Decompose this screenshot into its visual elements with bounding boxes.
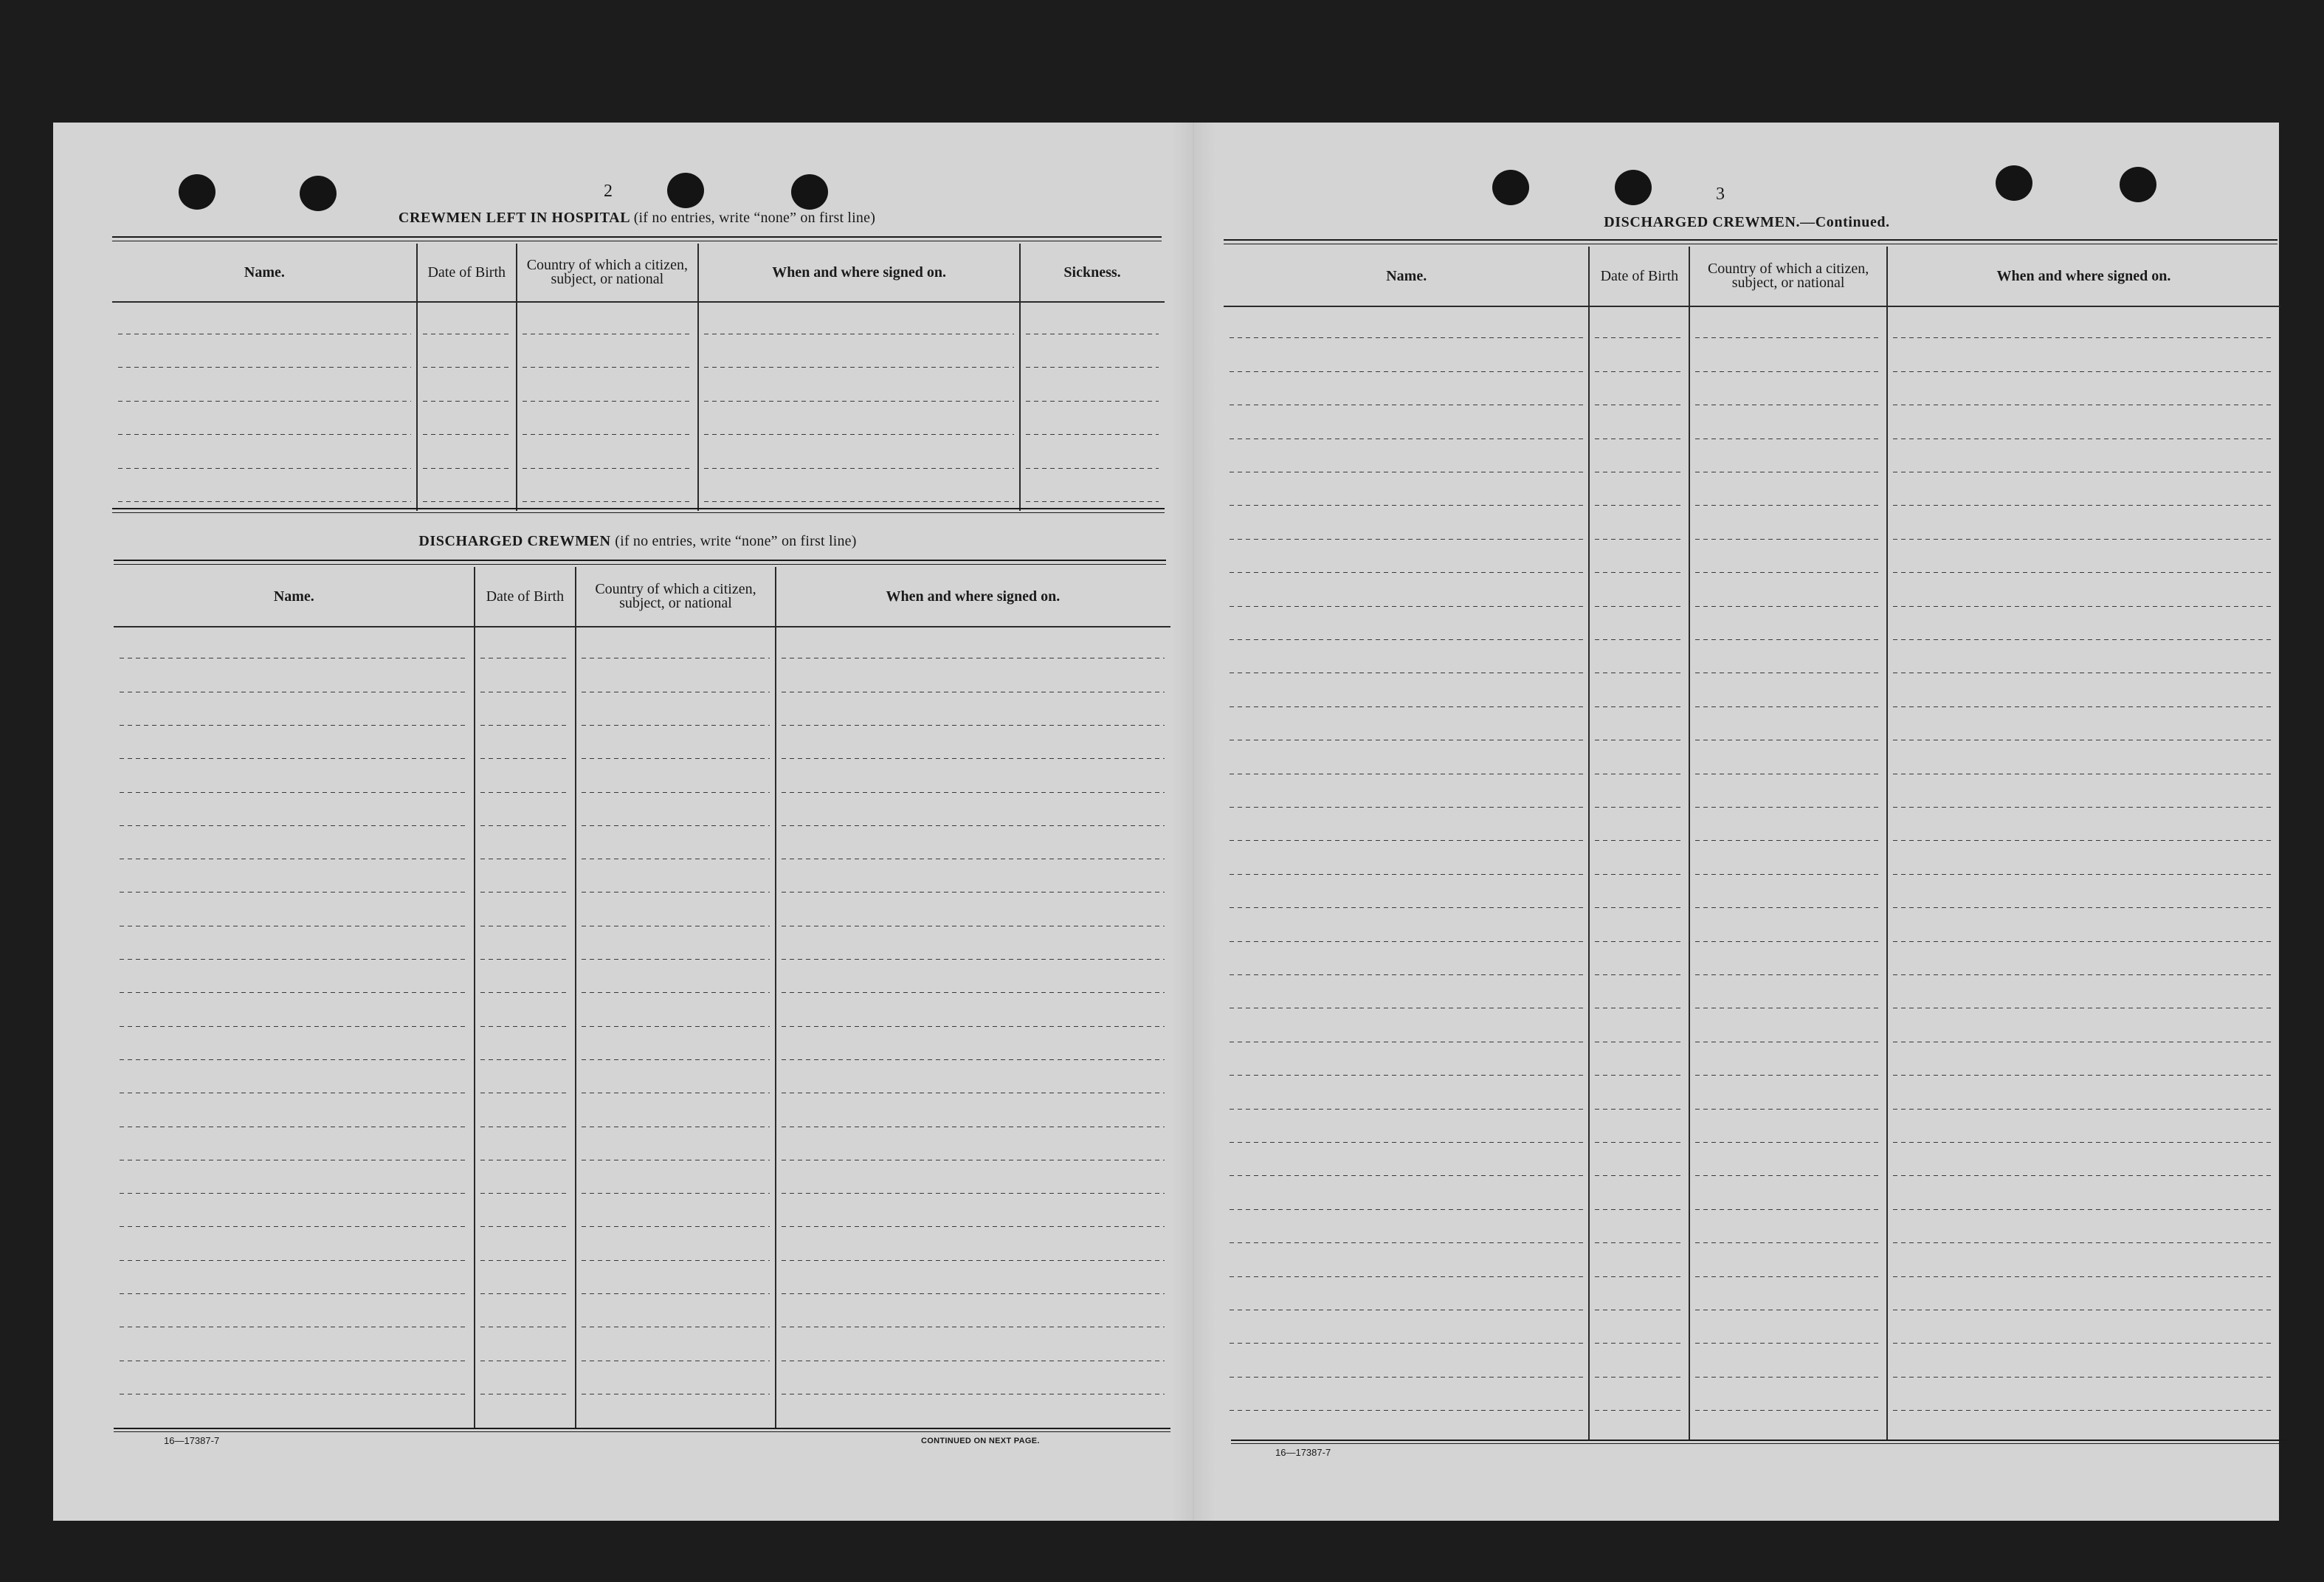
- column: [576, 567, 776, 1429]
- entry-line[interactable]: [120, 1226, 469, 1227]
- entry-line[interactable]: [1893, 1343, 2275, 1344]
- entry-line[interactable]: [1230, 941, 1583, 942]
- entry-line[interactable]: [1595, 539, 1683, 540]
- entry-line[interactable]: [1230, 874, 1583, 875]
- entry-line[interactable]: [1230, 1377, 1583, 1378]
- entry-line[interactable]: [1893, 1075, 2275, 1076]
- ruled-rows[interactable]: [523, 303, 692, 511]
- form-number-right: 16—17387-7: [1275, 1447, 1331, 1458]
- entry-line[interactable]: [480, 1059, 570, 1060]
- column-header: Country of which a citizen, subject, or national: [1689, 247, 1887, 307]
- entry-line[interactable]: [523, 501, 692, 502]
- entry-line[interactable]: [1893, 639, 2275, 640]
- entry-line[interactable]: [1695, 1109, 1881, 1110]
- entry-line[interactable]: [523, 367, 692, 368]
- entry-line[interactable]: [423, 501, 511, 502]
- entry-line[interactable]: [1230, 1209, 1583, 1210]
- entry-line[interactable]: [1893, 974, 2275, 975]
- entry-line[interactable]: [782, 1226, 1165, 1227]
- entry-line[interactable]: [1695, 1175, 1881, 1176]
- entry-line[interactable]: [1230, 1276, 1583, 1277]
- entry-line[interactable]: [480, 758, 570, 759]
- entry-line[interactable]: [1230, 706, 1583, 707]
- entry-line[interactable]: [480, 1293, 570, 1294]
- entry-line[interactable]: [1230, 1075, 1583, 1076]
- ruled-rows[interactable]: [1695, 307, 1881, 1441]
- entry-line[interactable]: [1893, 907, 2275, 908]
- entry-line[interactable]: [582, 992, 770, 993]
- entry-line[interactable]: [782, 959, 1165, 960]
- punch-hole: [179, 174, 215, 210]
- entry-line[interactable]: [782, 725, 1165, 726]
- entry-line[interactable]: [1893, 874, 2275, 875]
- entry-line[interactable]: [782, 992, 1165, 993]
- column-divider: [1689, 247, 1690, 1441]
- entry-line[interactable]: [1230, 539, 1583, 540]
- entry-line[interactable]: [1695, 337, 1881, 338]
- entry-line[interactable]: [1695, 1410, 1881, 1411]
- entry-line[interactable]: [1230, 1242, 1583, 1243]
- form-sheet: [53, 123, 2279, 1521]
- page-number-left: 2: [604, 182, 613, 201]
- entry-line[interactable]: [1595, 337, 1683, 338]
- punch-hole: [1996, 165, 2032, 201]
- entry-line[interactable]: [1595, 706, 1683, 707]
- entry-line[interactable]: [1595, 606, 1683, 607]
- entry-line[interactable]: [782, 892, 1165, 893]
- continued-note: CONTINUED ON NEXT PAGE.: [921, 1437, 1040, 1445]
- entry-line[interactable]: [1695, 505, 1881, 506]
- column: [112, 244, 417, 511]
- column: [1887, 247, 2280, 1441]
- entry-line[interactable]: [523, 468, 692, 469]
- entry-line[interactable]: [782, 1293, 1165, 1294]
- entry-line[interactable]: [1893, 1109, 2275, 1110]
- ruled-rows[interactable]: [1230, 307, 1583, 1441]
- entry-line[interactable]: [118, 434, 411, 435]
- column: [1224, 247, 1589, 1441]
- entry-line[interactable]: [1595, 639, 1683, 640]
- entry-line[interactable]: [582, 758, 770, 759]
- entry-line[interactable]: [1230, 907, 1583, 908]
- column-divider: [575, 567, 576, 1429]
- form-number-left: 16—17387-7: [164, 1435, 220, 1446]
- entry-line[interactable]: [1230, 371, 1583, 372]
- entry-line[interactable]: [1026, 434, 1159, 435]
- entry-line[interactable]: [1026, 468, 1159, 469]
- entry-line[interactable]: [1893, 706, 2275, 707]
- column-divider: [1886, 247, 1888, 1441]
- entry-line[interactable]: [480, 1260, 570, 1261]
- ruled-rows[interactable]: [423, 303, 511, 511]
- entry-line[interactable]: [1695, 1377, 1881, 1378]
- entry-line[interactable]: [1595, 1209, 1683, 1210]
- entry-line[interactable]: [1695, 371, 1881, 372]
- column: [1689, 247, 1887, 1441]
- entry-line[interactable]: [480, 1193, 570, 1194]
- entry-line[interactable]: [1695, 807, 1881, 808]
- entry-line[interactable]: [582, 725, 770, 726]
- entry-line[interactable]: [582, 959, 770, 960]
- column: [1589, 247, 1689, 1441]
- entry-line[interactable]: [1695, 840, 1881, 841]
- entry-line[interactable]: [480, 825, 570, 826]
- entry-line[interactable]: [582, 1260, 770, 1261]
- entry-line[interactable]: [1230, 1410, 1583, 1411]
- entry-line[interactable]: [1595, 1075, 1683, 1076]
- entry-line[interactable]: [1695, 1343, 1881, 1344]
- continued-bottom-rule: [1231, 1440, 2288, 1444]
- entry-line[interactable]: [1893, 505, 2275, 506]
- entry-line[interactable]: [1695, 539, 1881, 540]
- hospital-top-rule: [112, 236, 1162, 241]
- entry-line[interactable]: [423, 468, 511, 469]
- page-number-right: 3: [1716, 185, 1725, 204]
- column-divider: [1019, 244, 1021, 511]
- punch-hole: [300, 176, 337, 211]
- entry-line[interactable]: [1695, 974, 1881, 975]
- ruled-rows[interactable]: [704, 303, 1014, 511]
- entry-line[interactable]: [1893, 371, 2275, 372]
- entry-line[interactable]: [782, 825, 1165, 826]
- entry-line[interactable]: [523, 401, 692, 402]
- entry-line[interactable]: [1595, 1377, 1683, 1378]
- ruled-rows[interactable]: [582, 627, 770, 1429]
- entry-line[interactable]: [120, 992, 469, 993]
- entry-line[interactable]: [1893, 941, 2275, 942]
- entry-line[interactable]: [782, 758, 1165, 759]
- column-divider: [416, 244, 418, 511]
- entry-line[interactable]: [1893, 572, 2275, 573]
- column-divider: [516, 244, 517, 511]
- entry-line[interactable]: [120, 758, 469, 759]
- punch-hole: [1492, 170, 1529, 205]
- entry-line[interactable]: [704, 367, 1014, 368]
- entry-line[interactable]: [1595, 371, 1683, 372]
- entry-line[interactable]: [782, 1059, 1165, 1060]
- discharged-continued-title: DISCHARGED CREWMEN.—Continued.: [1604, 214, 1890, 230]
- column: [114, 567, 475, 1429]
- column-header: Country of which a citizen, subject, or national: [517, 244, 698, 303]
- discharged-continued-table: [1224, 247, 2280, 1441]
- entry-line[interactable]: [782, 792, 1165, 793]
- entry-line[interactable]: [1595, 1175, 1683, 1176]
- entry-line[interactable]: [1595, 1109, 1683, 1110]
- entry-line[interactable]: [120, 892, 469, 893]
- entry-line[interactable]: [1230, 606, 1583, 607]
- entry-line[interactable]: [1695, 1075, 1881, 1076]
- entry-line[interactable]: [1595, 1276, 1683, 1277]
- entry-line[interactable]: [480, 992, 570, 993]
- entry-line[interactable]: [1595, 974, 1683, 975]
- column-header: When and where signed on.: [1887, 247, 2280, 307]
- entry-line[interactable]: [120, 1059, 469, 1060]
- ruled-rows[interactable]: [782, 627, 1165, 1429]
- entry-line[interactable]: [480, 1226, 570, 1227]
- entry-line[interactable]: [423, 401, 511, 402]
- entry-line[interactable]: [1595, 1343, 1683, 1344]
- entry-line[interactable]: [523, 434, 692, 435]
- continued-top-rule: [1224, 239, 2278, 244]
- entry-line[interactable]: [1893, 1410, 2275, 1411]
- entry-line[interactable]: [480, 892, 570, 893]
- column-header: Date of Birth: [417, 244, 517, 303]
- entry-line[interactable]: [1230, 639, 1583, 640]
- column-header: Name.: [112, 244, 417, 303]
- entry-line[interactable]: [1230, 337, 1583, 338]
- entry-line[interactable]: [1893, 807, 2275, 808]
- entry-line[interactable]: [704, 468, 1014, 469]
- entry-line[interactable]: [1893, 337, 2275, 338]
- entry-line[interactable]: [1695, 706, 1881, 707]
- entry-line[interactable]: [1893, 1377, 2275, 1378]
- ruled-rows[interactable]: [120, 627, 469, 1429]
- entry-line[interactable]: [1230, 505, 1583, 506]
- entry-line[interactable]: [1893, 1175, 2275, 1176]
- column-header: When and where signed on.: [776, 567, 1170, 627]
- column-divider: [775, 567, 776, 1429]
- entry-line[interactable]: [1595, 572, 1683, 573]
- entry-line[interactable]: [1595, 840, 1683, 841]
- entry-line[interactable]: [120, 1026, 469, 1027]
- column-divider: [474, 567, 475, 1429]
- entry-line[interactable]: [423, 367, 511, 368]
- entry-line[interactable]: [118, 501, 411, 502]
- entry-line[interactable]: [480, 792, 570, 793]
- entry-line[interactable]: [120, 1293, 469, 1294]
- entry-line[interactable]: [1695, 1142, 1881, 1143]
- column-divider: [697, 244, 699, 511]
- entry-line[interactable]: [120, 792, 469, 793]
- entry-line[interactable]: [1695, 907, 1881, 908]
- entry-line[interactable]: [1695, 639, 1881, 640]
- ruled-rows[interactable]: [118, 303, 411, 511]
- entry-line[interactable]: [1595, 505, 1683, 506]
- column: [475, 567, 576, 1429]
- entry-line[interactable]: [1230, 1142, 1583, 1143]
- punch-hole: [2120, 167, 2156, 202]
- entry-line[interactable]: [1893, 840, 2275, 841]
- entry-line[interactable]: [1595, 1242, 1683, 1243]
- punch-hole: [791, 174, 828, 210]
- hospital-section-title: CREWMEN LEFT IN HOSPITAL (if no entries, write “none” on first line): [398, 210, 876, 226]
- column: [776, 567, 1170, 1429]
- entry-line[interactable]: [120, 825, 469, 826]
- column: [698, 244, 1020, 511]
- entry-line[interactable]: [1695, 874, 1881, 875]
- entry-line[interactable]: [1893, 539, 2275, 540]
- entry-line[interactable]: [582, 825, 770, 826]
- entry-line[interactable]: [1595, 807, 1683, 808]
- entry-line[interactable]: [480, 725, 570, 726]
- entry-line[interactable]: [1595, 941, 1683, 942]
- entry-line[interactable]: [1695, 1209, 1881, 1210]
- column: [417, 244, 517, 511]
- entry-line[interactable]: [582, 1026, 770, 1027]
- entry-line[interactable]: [582, 792, 770, 793]
- entry-line[interactable]: [1695, 1276, 1881, 1277]
- ruled-rows[interactable]: [480, 627, 570, 1429]
- entry-line[interactable]: [120, 1193, 469, 1194]
- entry-line[interactable]: [1595, 874, 1683, 875]
- column-header: Date of Birth: [1589, 247, 1689, 307]
- discharged-table: [114, 567, 1170, 1429]
- entry-line[interactable]: [1695, 572, 1881, 573]
- entry-line[interactable]: [1230, 1175, 1583, 1176]
- hospital-bottom-rule: [112, 508, 1165, 513]
- entry-line[interactable]: [1595, 1142, 1683, 1143]
- column: [517, 244, 698, 511]
- entry-line[interactable]: [1230, 807, 1583, 808]
- entry-line[interactable]: [1026, 401, 1159, 402]
- column: [1020, 244, 1165, 511]
- column-header: Sickness.: [1020, 244, 1165, 303]
- column-header: Date of Birth: [475, 567, 576, 627]
- entry-line[interactable]: [1893, 1276, 2275, 1277]
- entry-line[interactable]: [1595, 1410, 1683, 1411]
- column-header: Country of which a citizen, subject, or national: [576, 567, 776, 627]
- entry-line[interactable]: [1230, 572, 1583, 573]
- entry-line[interactable]: [1230, 974, 1583, 975]
- discharged-bottom-rule: [114, 1428, 1170, 1432]
- entry-line[interactable]: [782, 1260, 1165, 1261]
- ruled-rows[interactable]: [1893, 307, 2275, 1441]
- entry-line[interactable]: [118, 367, 411, 368]
- entry-line[interactable]: [582, 1226, 770, 1227]
- column-header: Name.: [114, 567, 475, 627]
- entry-line[interactable]: [480, 1026, 570, 1027]
- entry-line[interactable]: [1893, 1209, 2275, 1210]
- hospital-table: [112, 244, 1165, 511]
- entry-line[interactable]: [1695, 941, 1881, 942]
- column-header: When and where signed on.: [698, 244, 1020, 303]
- center-fold: [1171, 123, 1216, 1521]
- entry-line[interactable]: [480, 959, 570, 960]
- entry-line[interactable]: [704, 501, 1014, 502]
- entry-line[interactable]: [582, 1293, 770, 1294]
- ruled-rows[interactable]: [1026, 303, 1159, 511]
- entry-line[interactable]: [423, 434, 511, 435]
- entry-line[interactable]: [582, 1193, 770, 1194]
- entry-line[interactable]: [1230, 840, 1583, 841]
- column-divider: [1588, 247, 1590, 1441]
- entry-line[interactable]: [1026, 367, 1159, 368]
- discharged-section-title: DISCHARGED CREWMEN (if no entries, write “none” on first line): [418, 533, 857, 549]
- ruled-rows[interactable]: [1595, 307, 1683, 1441]
- entry-line[interactable]: [1230, 1109, 1583, 1110]
- entry-line[interactable]: [704, 434, 1014, 435]
- entry-line[interactable]: [1893, 1142, 2275, 1143]
- punch-hole: [667, 173, 704, 208]
- entry-line[interactable]: [1230, 1343, 1583, 1344]
- entry-line[interactable]: [782, 1026, 1165, 1027]
- entry-line[interactable]: [1893, 1242, 2275, 1243]
- entry-line[interactable]: [582, 1059, 770, 1060]
- entry-line[interactable]: [118, 468, 411, 469]
- entry-line[interactable]: [118, 401, 411, 402]
- column-header: Name.: [1224, 247, 1589, 307]
- punch-hole: [1615, 170, 1652, 205]
- entry-line[interactable]: [1695, 606, 1881, 607]
- entry-line[interactable]: [1595, 907, 1683, 908]
- entry-line[interactable]: [1026, 501, 1159, 502]
- entry-line[interactable]: [704, 401, 1014, 402]
- entry-line[interactable]: [120, 1260, 469, 1261]
- entry-line[interactable]: [120, 725, 469, 726]
- entry-line[interactable]: [582, 892, 770, 893]
- entry-line[interactable]: [782, 1193, 1165, 1194]
- entry-line[interactable]: [1695, 1242, 1881, 1243]
- discharged-top-rule: [114, 560, 1166, 565]
- entry-line[interactable]: [120, 959, 469, 960]
- entry-line[interactable]: [1893, 606, 2275, 607]
